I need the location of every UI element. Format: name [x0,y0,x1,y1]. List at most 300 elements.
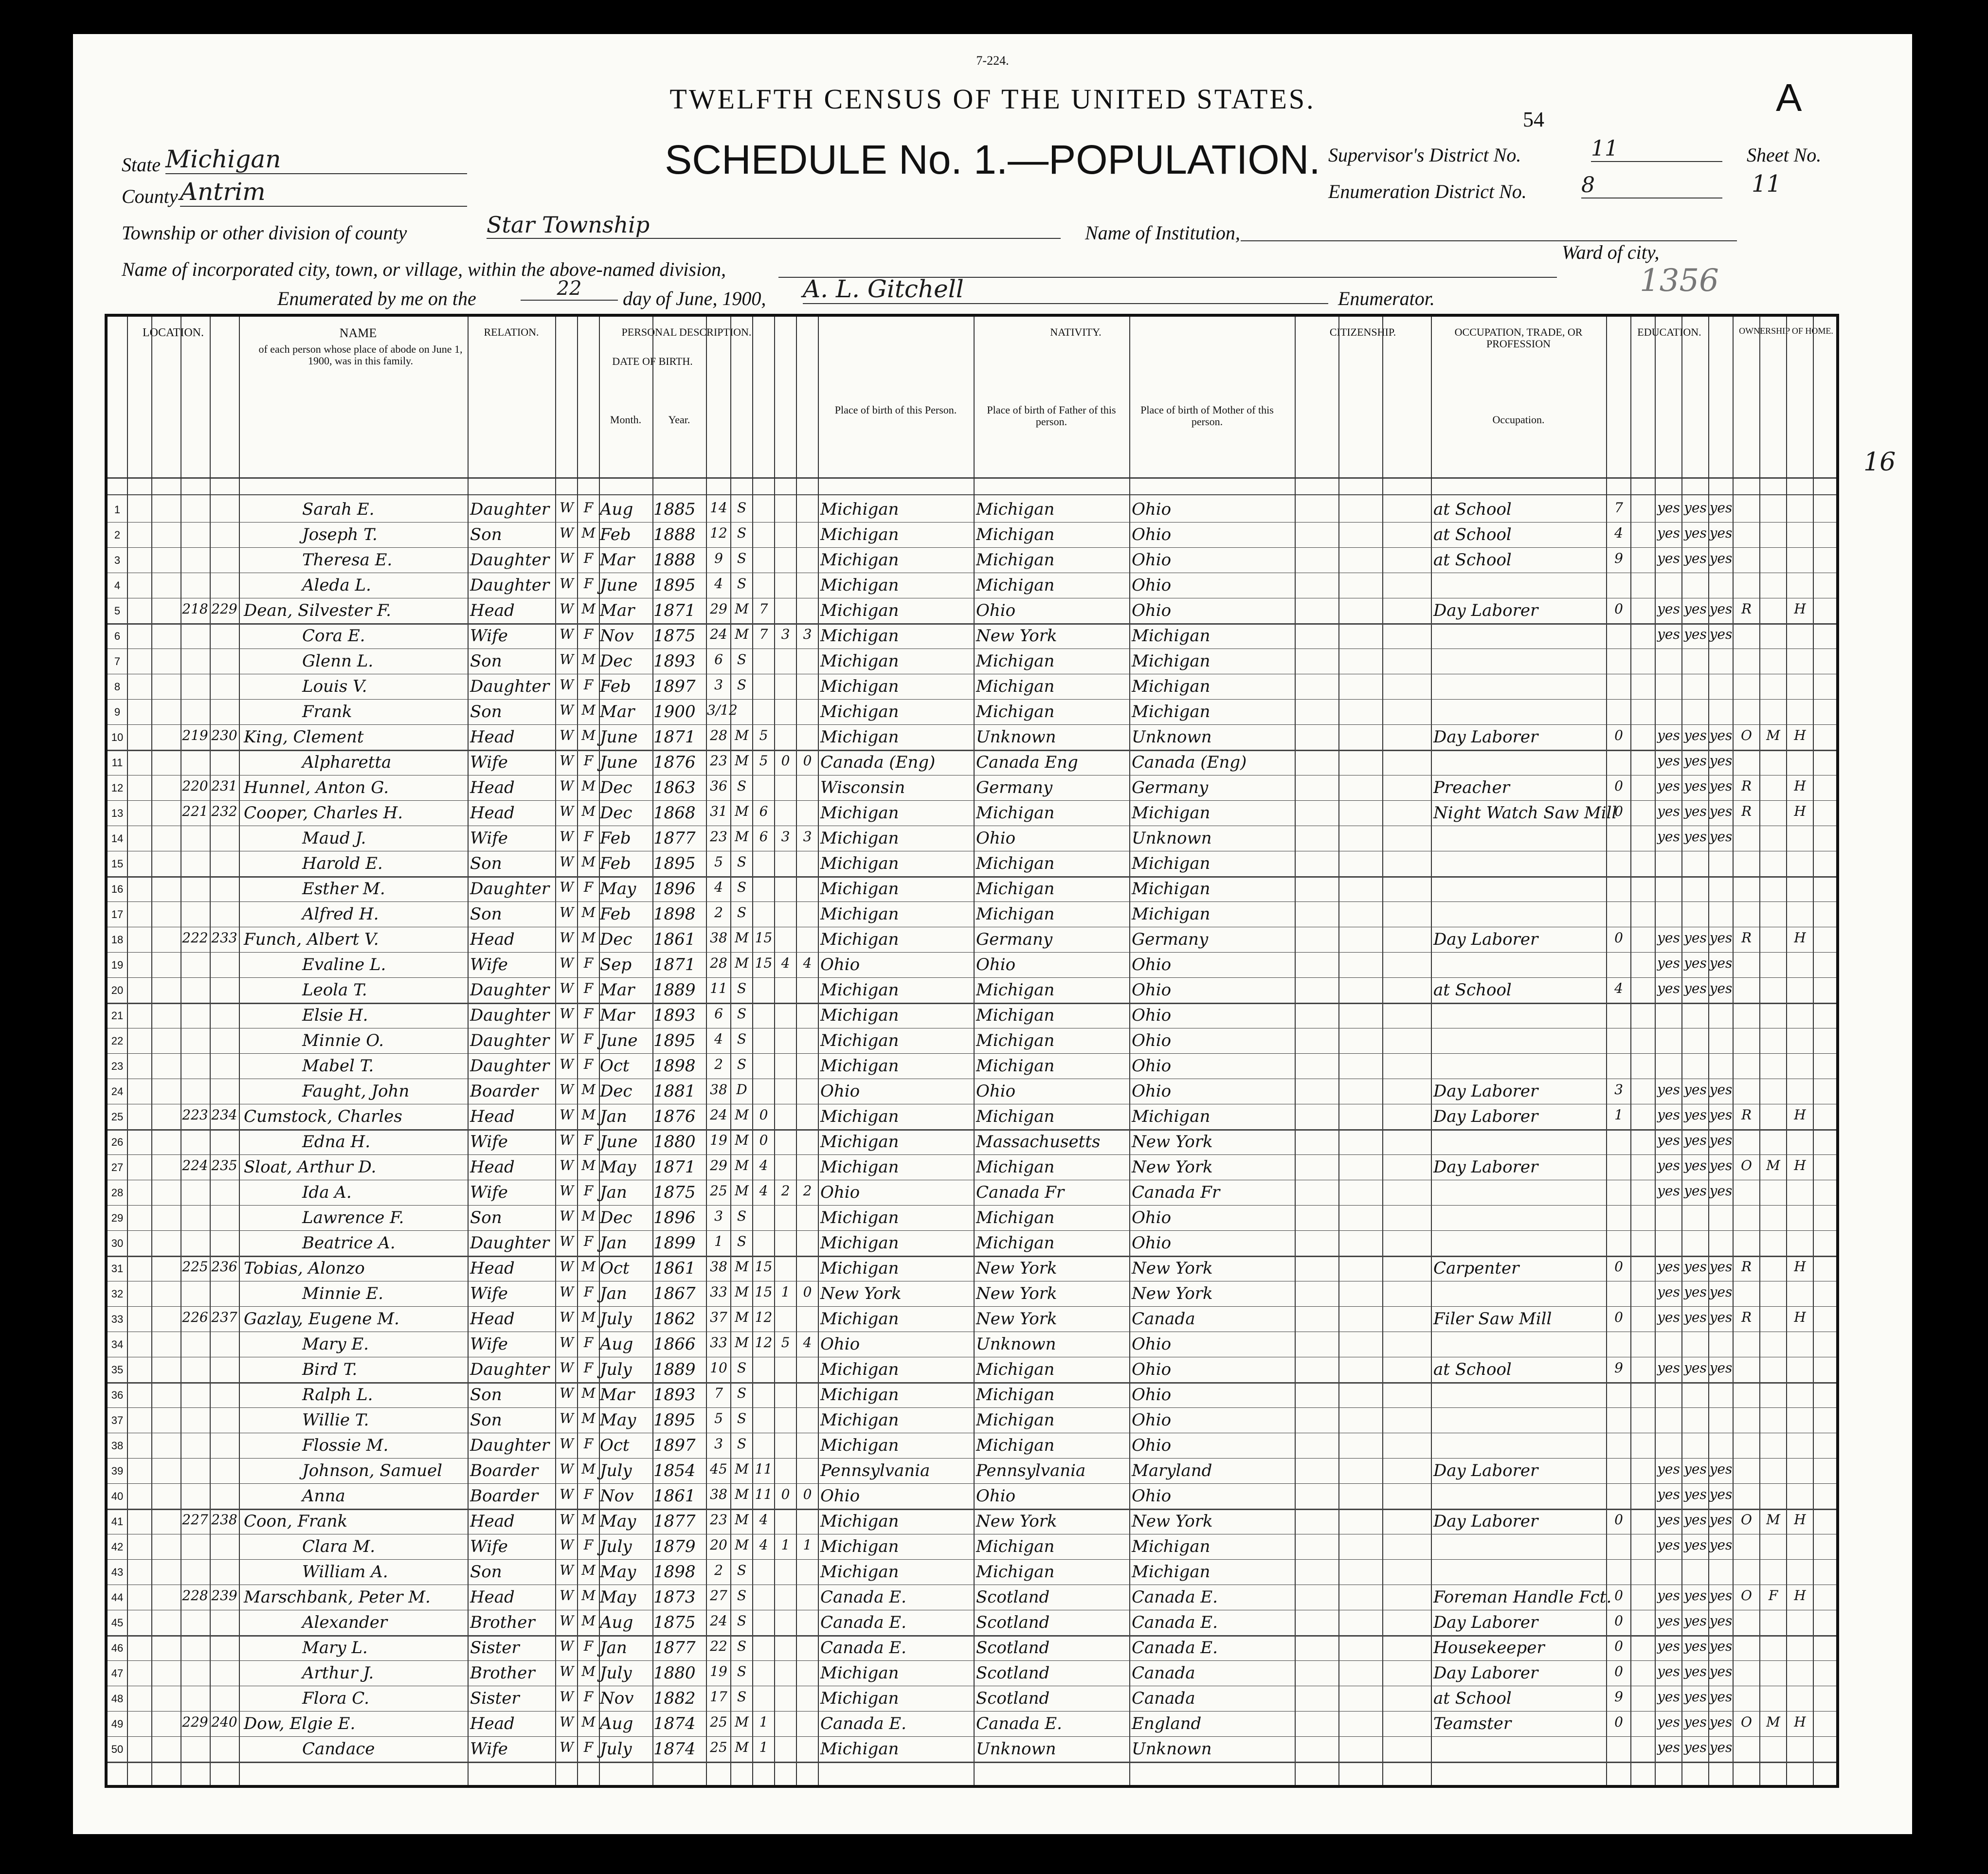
marital-status: M [735,1107,749,1123]
row-rule [108,1053,1836,1054]
can-write: yes [1684,1081,1707,1098]
age: 4 [714,1031,723,1047]
supervisor-label: Supervisor's District No. [1328,144,1521,166]
marital-status: M [735,1714,749,1730]
row-number: 11 [111,757,123,769]
farm-house: H [1794,1714,1806,1730]
can-write: yes [1684,803,1707,819]
color: W [560,1638,574,1654]
birthplace-father: Michigan [976,525,1055,544]
person-name: Edna H. [302,1132,371,1152]
age: 23 [710,1512,727,1528]
color: W [560,1031,574,1047]
birth-month: June [600,1031,638,1050]
family-number: 237 [211,1309,237,1325]
months-unemployed: 0 [1614,1613,1623,1629]
enumerated-prefix: Enumerated by me on the [277,288,476,309]
children-living: 0 [803,1486,812,1502]
header-education: EDUCATION. [1637,326,1701,338]
person-name: Elsie H. [302,1006,368,1025]
mother-children: 2 [781,1183,790,1199]
row-number: 10 [111,731,124,743]
age: 19 [710,1663,727,1679]
birth-month: Jan [600,1284,627,1303]
can-read: yes [1657,753,1680,769]
stamp-number: 54 [1523,108,1544,131]
family-number: 230 [211,727,237,743]
birth-year: 1882 [653,1689,696,1708]
person-name: William A. [302,1562,388,1582]
months-unemployed: 9 [1614,1360,1623,1376]
can-read: yes [1657,1309,1680,1325]
row-number: 44 [111,1591,124,1604]
can-speak: yes [1709,550,1733,566]
sex: F [583,500,594,516]
marital-status: M [735,829,749,845]
birthplace-father: New York [976,1284,1057,1303]
person-name: Alpharetta [302,753,392,772]
can-speak: yes [1709,1259,1733,1275]
age: 3 [714,677,723,693]
can-write: yes [1684,980,1707,996]
relation: Daughter [470,550,550,570]
age: 25 [710,1714,727,1730]
age: 38 [710,1486,727,1502]
birthplace-person: Michigan [820,1537,899,1556]
family-number: 235 [211,1157,237,1173]
birthplace-father: New York [976,1259,1057,1278]
occupation: Day Laborer [1433,1663,1538,1683]
years-married: 1 [759,1714,768,1730]
birth-month: Feb [600,525,631,544]
birthplace-father: Michigan [976,904,1055,924]
age: 2 [714,1562,723,1578]
age: 4 [714,879,723,895]
birthplace-mother: Canada (Eng) [1132,753,1247,772]
can-speak: yes [1709,1537,1733,1553]
birth-month: June [600,576,638,595]
relation: Head [470,1714,515,1733]
can-speak: yes [1709,1613,1733,1629]
person-name: Cora E. [302,626,365,646]
marital-status: M [735,753,749,769]
can-speak: yes [1709,1284,1733,1300]
can-speak: yes [1709,1132,1733,1148]
can-read: yes [1657,1587,1680,1604]
person-name: Alfred H. [302,904,379,924]
sex: M [581,1385,596,1401]
birth-year: 1861 [653,1259,696,1278]
birth-year: 1899 [653,1233,696,1253]
age: 20 [710,1537,727,1553]
months-unemployed: 1 [1614,1107,1623,1123]
occupation: at School [1433,980,1512,1000]
can-write: yes [1684,550,1707,566]
margin-number: 1356 [1640,263,1719,299]
can-read: yes [1657,1613,1680,1629]
birthplace-mother: Michigan [1132,626,1211,646]
birthplace-mother: Michigan [1132,677,1211,696]
birthplace-father: Canada E. [976,1714,1062,1733]
can-write: yes [1684,955,1707,971]
relation: Son [470,854,502,873]
occupation: Housekeeper [1433,1638,1545,1658]
age: 9 [714,550,723,566]
dwelling-number: 227 [182,1512,208,1528]
row-number: 34 [111,1338,124,1351]
birthplace-father: Michigan [976,1385,1055,1405]
farm-house: H [1794,778,1806,794]
family-number: 236 [211,1259,237,1275]
birthplace-person: Michigan [820,601,899,620]
birth-year: 1871 [653,601,696,620]
color: W [560,879,574,895]
row-rule [108,901,1836,902]
birthplace-mother: Ohio [1132,1385,1172,1405]
birthplace-mother: Michigan [1132,1562,1211,1582]
birth-month: Jan [600,1233,627,1253]
row-rule [108,1762,1836,1763]
can-write: yes [1684,1512,1707,1528]
relation: Head [470,601,515,620]
relation: Wife [470,1739,508,1759]
birthplace-father: Ohio [976,1081,1016,1101]
relation: Daughter [470,1360,550,1379]
can-speak: yes [1709,829,1733,845]
owned-rented: O [1741,727,1752,743]
birth-year: 1889 [653,980,696,1000]
can-read: yes [1657,980,1680,996]
occupation: Day Laborer [1433,1613,1538,1632]
dwelling-number: 222 [182,930,208,946]
birth-year: 1895 [653,576,696,595]
occupation: Foreman Handle Fct. [1433,1587,1612,1607]
can-speak: yes [1709,601,1733,617]
birthplace-father: Michigan [976,550,1055,570]
sex: M [581,1309,596,1325]
row-number: 30 [111,1237,124,1249]
age: 38 [710,930,727,946]
birthplace-mother: Unknown [1132,1739,1212,1759]
occupation: Day Laborer [1433,1461,1538,1480]
can-read: yes [1657,1537,1680,1553]
row-number: 16 [111,883,124,895]
can-speak: yes [1709,500,1733,516]
birthplace-person: Canada E. [820,1638,906,1658]
birthplace-father: Germany [976,930,1053,949]
header-rule [108,477,1836,479]
birthplace-father: New York [976,1309,1057,1329]
marital-status: M [735,1259,749,1275]
color: W [560,1663,574,1679]
birthplace-mother: Maryland [1132,1461,1212,1480]
occupation: Day Laborer [1433,1157,1538,1177]
years-married: 0 [759,1132,768,1148]
color: W [560,1360,574,1376]
mortgage: M [1766,727,1780,743]
relation: Daughter [470,879,550,899]
age: 38 [710,1081,727,1098]
months-unemployed: 0 [1614,1587,1623,1604]
can-read: yes [1657,1284,1680,1300]
dwelling-number: 224 [182,1157,208,1173]
enumerated-mid: day of June, 1900, [623,288,766,309]
can-read: yes [1657,1663,1680,1679]
sex: M [581,1714,596,1730]
birthplace-mother: Michigan [1132,904,1211,924]
col-rule [1338,317,1339,1785]
row-number: 33 [111,1313,124,1325]
color: W [560,1410,574,1426]
can-speak: yes [1709,930,1733,946]
family-number: 239 [211,1587,237,1604]
birthplace-mother: Ohio [1132,1056,1172,1076]
birth-year: 1898 [653,1562,696,1582]
birthplace-mother: Unknown [1132,727,1212,747]
age: 2 [714,1056,723,1072]
family-number: 233 [211,930,237,946]
sex: M [581,1663,596,1679]
owned-rented: O [1741,1714,1752,1730]
sex: F [583,1031,594,1047]
can-speak: yes [1709,1461,1733,1477]
birthplace-mother: Germany [1132,930,1209,949]
birthplace-person: Michigan [820,1056,899,1076]
birthplace-father: Michigan [976,1360,1055,1379]
sex: F [583,1233,594,1249]
marital-status: S [737,1587,747,1604]
color: W [560,1613,574,1629]
months-unemployed: 0 [1614,1663,1623,1679]
color: W [560,955,574,971]
person-name: Flora C. [302,1689,369,1708]
marital-status: M [735,1157,749,1173]
row-number: 3 [114,554,121,566]
birth-month: Dec [600,651,633,671]
row-number: 5 [114,605,121,617]
color: W [560,854,574,870]
relation: Head [470,803,515,823]
age: 4 [714,576,723,592]
enumeration-value: 8 [1581,173,1722,198]
relation: Head [470,1309,515,1329]
owned-rented: R [1741,1309,1752,1325]
birthplace-person: Ohio [820,1081,860,1101]
marital-status: M [735,727,749,743]
can-read: yes [1657,1461,1680,1477]
months-unemployed: 4 [1614,980,1623,996]
enumerator-name: A. L. Gitchell [803,275,1328,304]
col-rule [1813,317,1814,1785]
marital-status: M [735,1334,749,1351]
occupation: at School [1433,500,1512,519]
institution-label: Name of Institution, [1085,222,1240,244]
can-speak: yes [1709,1587,1733,1604]
sheet-label: Sheet No. [1747,144,1822,166]
row-rule [108,547,1836,548]
relation: Boarder [470,1486,539,1506]
age: 33 [710,1334,727,1351]
age: 3 [714,1436,723,1452]
marital-status: M [735,1486,749,1502]
birth-month: Mar [600,1006,635,1025]
header-year: Year. [668,414,690,426]
sex: F [583,626,594,642]
birthplace-person: Michigan [820,1739,899,1759]
birth-month: Aug [600,1613,633,1632]
birth-month: Oct [600,1056,630,1076]
col-rule [127,317,128,1785]
person-name: Alexander [302,1613,388,1632]
years-married: 4 [759,1183,768,1199]
can-speak: yes [1709,1183,1733,1199]
can-speak: yes [1709,955,1733,971]
family-number: 240 [211,1714,237,1730]
can-write: yes [1684,1183,1707,1199]
birthplace-person: Michigan [820,1132,899,1152]
mother-children: 1 [781,1537,790,1553]
sex: F [583,1436,594,1452]
birthplace-person: Michigan [820,651,899,671]
birthplace-person: Michigan [820,1233,899,1253]
can-read: yes [1657,1689,1680,1705]
birth-month: May [600,1512,636,1531]
birth-year: 1868 [653,803,696,823]
age: 27 [710,1587,727,1604]
birth-year: 1893 [653,1006,696,1025]
birth-year: 1876 [653,1107,696,1126]
marital-status: S [737,1410,747,1426]
sex: F [583,1689,594,1705]
color: W [560,1284,574,1300]
sex: M [581,1208,596,1224]
birth-year: 1895 [653,1410,696,1430]
row-number: 26 [111,1136,124,1148]
birthplace-mother: New York [1132,1157,1213,1177]
row-number: 27 [111,1161,124,1173]
can-write: yes [1684,525,1707,541]
row-rule [108,750,1836,751]
row-rule [108,1230,1836,1231]
family-number: 234 [211,1107,237,1123]
color: W [560,1461,574,1477]
birth-year: 1889 [653,1360,696,1379]
row-number: 50 [111,1743,124,1755]
row-rule [108,1382,1836,1384]
birth-year: 1875 [653,1613,696,1632]
row-number: 14 [111,832,124,845]
relation: Son [470,702,502,721]
row-rule [108,1306,1836,1307]
row-number: 38 [111,1440,124,1452]
age: 5 [714,854,723,870]
row-number: 12 [111,782,124,794]
population-table [105,314,1839,1788]
birthplace-father: Germany [976,778,1053,797]
sex: M [581,1512,596,1528]
sex: F [583,1537,594,1553]
dwelling-number: 229 [182,1714,208,1730]
years-married: 12 [755,1309,773,1325]
birthplace-person: Michigan [820,1006,899,1025]
birth-month: July [600,1309,632,1329]
col-rule [1759,317,1760,1785]
birthplace-father: Scotland [976,1663,1050,1683]
farm-house: H [1794,1157,1806,1173]
person-name: Anna [302,1486,345,1506]
header-name: NAME [339,326,377,340]
owned-rented: R [1741,930,1752,946]
row-rule [108,1129,1836,1131]
row-rule [108,952,1836,953]
years-married: 6 [759,829,768,845]
birthplace-person: Michigan [820,829,899,848]
occupation: Day Laborer [1433,1512,1538,1531]
birthplace-person: Michigan [820,1562,899,1582]
can-write: yes [1684,1587,1707,1604]
color: W [560,1486,574,1502]
birthplace-person: Michigan [820,1689,899,1708]
person-name: Dean, Silvester F. [244,601,391,620]
birthplace-mother: Canada [1132,1689,1195,1708]
age: 24 [710,626,727,642]
header-pob-father: Place of birth of Father of this person. [987,404,1116,428]
schedule-title: SCHEDULE No. 1.—POPULATION. [665,137,1320,182]
mortgage: M [1766,1714,1780,1730]
header-occupation: OCCUPATION, TRADE, OR PROFESSION [1454,326,1583,350]
birthplace-mother: Canada [1132,1663,1195,1683]
farm-house: H [1794,1587,1806,1604]
row-number: 19 [111,959,124,971]
can-speak: yes [1709,1157,1733,1173]
mother-children: 4 [781,955,790,971]
birth-year: 1877 [653,1638,696,1658]
marital-status: S [737,1006,747,1022]
can-speak: yes [1709,1107,1733,1123]
can-write: yes [1684,1689,1707,1705]
marital-status: S [737,879,747,895]
years-married: 15 [755,1284,773,1300]
age: 29 [710,1157,727,1173]
relation: Wife [470,1132,508,1152]
person-name: Evaline L. [302,955,386,974]
birthplace-mother: Michigan [1132,1107,1211,1126]
birthplace-mother: Ohio [1132,1081,1172,1101]
birth-month: Dec [600,1081,633,1101]
owned-rented: R [1741,601,1752,617]
row-rule [108,522,1836,523]
marital-status: M [735,626,749,642]
owned-rented: O [1741,1157,1752,1173]
birthplace-father: Massachusetts [976,1132,1101,1152]
birth-year: 1861 [653,1486,696,1506]
months-unemployed: 9 [1614,550,1623,566]
row-number: 31 [111,1262,124,1275]
relation: Head [470,1587,515,1607]
col-rule [752,317,753,1785]
birth-month: Aug [600,1334,633,1354]
marital-status: S [737,1233,747,1249]
color: W [560,1512,574,1528]
person-name: Glenn L. [302,651,374,671]
birthplace-mother: Ohio [1132,1208,1172,1227]
col-rule [1382,317,1383,1785]
birthplace-mother: Ohio [1132,601,1172,620]
birthplace-mother: Michigan [1132,651,1211,671]
row-number: 1 [114,504,121,516]
relation: Daughter [470,1233,550,1253]
supervisor-value: 11 [1591,136,1722,162]
